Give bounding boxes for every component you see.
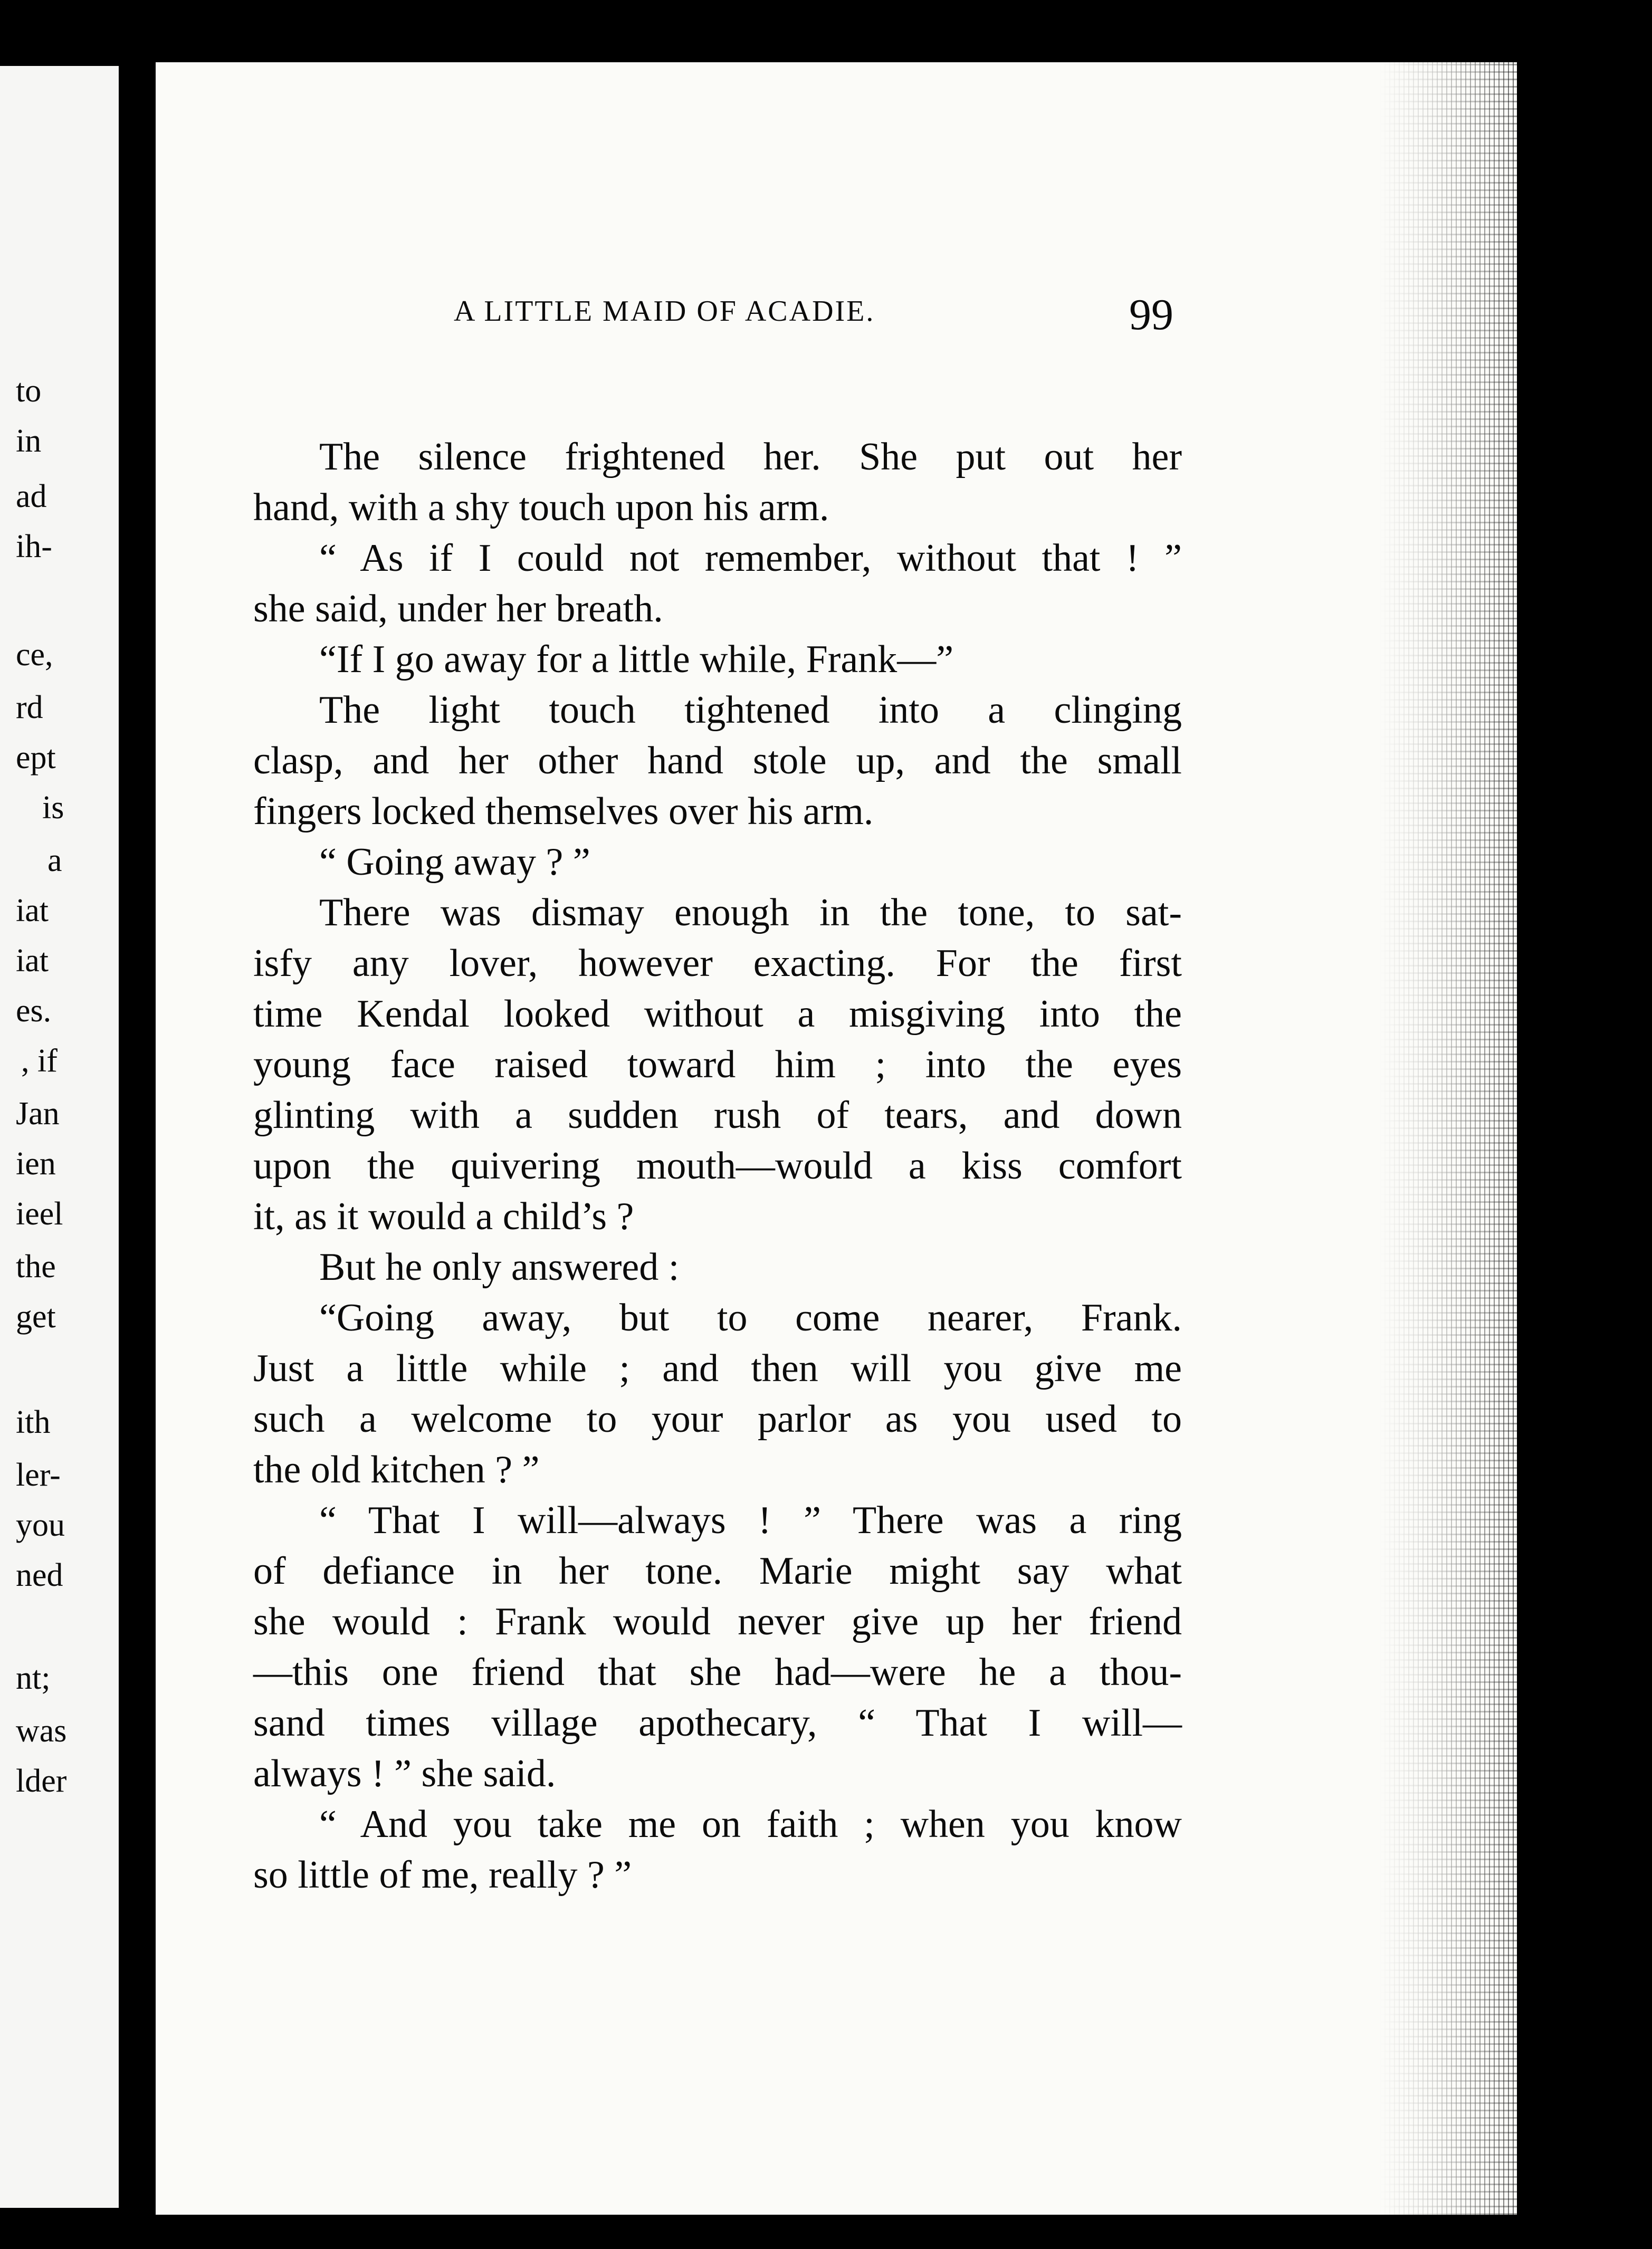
prev-page-fragment: you [16, 1507, 65, 1543]
text-line: glinting with a sudden rush of tears, and down [253, 1094, 1182, 1137]
text-line: —this one friend that she had—were he a thou- [253, 1651, 1182, 1694]
prev-page-fragment: was [16, 1713, 67, 1749]
prev-page-fragment: ler- [16, 1457, 61, 1493]
text-line: But he only answered : [319, 1246, 680, 1289]
text-line: the old kitchen ? ” [253, 1448, 540, 1491]
text-line: of defiance in her tone. Marie might say what [253, 1549, 1182, 1593]
prev-page-fragment: a [47, 843, 62, 878]
text-line: always ! ” she said. [253, 1752, 556, 1795]
text-line: isfy any lover, however exacting. For the first [253, 942, 1182, 985]
prev-page-fragment: get [16, 1299, 56, 1335]
prev-page-fragment: ce, [16, 637, 53, 673]
book-page [156, 62, 1517, 2215]
prev-page-fragment: nt; [16, 1660, 51, 1696]
prev-page-fragment: is [42, 790, 64, 826]
text-line: The silence frightened her. She put out her [319, 435, 1182, 478]
text-line: such a welcome to your parlor as you used to [253, 1398, 1182, 1441]
prev-page-fragment: ien [16, 1146, 56, 1182]
text-line: upon the quivering mouth—would a kiss comfort [253, 1144, 1182, 1188]
book-gutter [119, 0, 156, 2249]
text-line: young face raised toward him ; into the eyes [253, 1043, 1182, 1086]
page-number: 99 [1129, 290, 1173, 339]
text-line: There was dismay enough in the tone, to sat- [319, 891, 1182, 934]
prev-page-fragment: iat [16, 943, 49, 979]
text-line: clasp, and her other hand stole up, and the small [253, 739, 1182, 782]
text-line: she would : Frank would never give up her friend [253, 1600, 1182, 1643]
text-line: it, as it would a child’s ? [253, 1195, 634, 1238]
prev-page-fragment: ned [16, 1557, 63, 1593]
prev-page-fragment: , if [21, 1043, 58, 1079]
prev-page-fragment: ith [16, 1404, 51, 1440]
prev-page-fragment: lder [16, 1763, 67, 1799]
prev-page-fragment: to [16, 373, 42, 409]
text-line: “ As if I could not remember, without that ! ” [319, 537, 1182, 580]
previous-page-edge [0, 66, 119, 2208]
text-line: “ That I will—always ! ” There was a ring [319, 1499, 1182, 1542]
text-line: time Kendal looked without a misgiving into the [253, 992, 1182, 1036]
text-line: “Going away, but to come nearer, Frank. [319, 1296, 1182, 1339]
prev-page-fragment: in [16, 423, 42, 459]
text-line: fingers locked themselves over his arm. [253, 790, 874, 833]
text-line: so little of me, really ? ” [253, 1853, 632, 1897]
text-line: hand, with a shy touch upon his arm. [253, 486, 829, 529]
text-line: Just a little while ; and then will you give me [253, 1347, 1182, 1390]
text-line: The light touch tightened into a clinging [319, 688, 1182, 732]
prev-page-fragment: ept [16, 740, 56, 776]
text-line: “ And you take me on faith ; when you know [319, 1803, 1182, 1846]
text-line: “ Going away ? ” [319, 840, 590, 884]
prev-page-fragment: ad [16, 478, 47, 514]
running-head: A LITTLE MAID OF ACADIE. [454, 295, 875, 328]
prev-page-fragment: ieel [16, 1196, 63, 1232]
page-header [156, 289, 1517, 337]
page-edge-shading [1380, 62, 1517, 2215]
prev-page-fragment: Jan [16, 1096, 60, 1132]
text-line: “If I go away for a little while, Frank—” [319, 638, 954, 681]
prev-page-fragment: iat [16, 893, 49, 929]
prev-page-fragment: rd [16, 690, 43, 725]
prev-page-fragment: es. [16, 993, 52, 1029]
text-line: she said, under her breath. [253, 587, 663, 630]
text-line: sand times village apothecary, “ That I will— [253, 1701, 1182, 1745]
prev-page-fragment: ih- [16, 529, 52, 564]
prev-page-fragment: the [16, 1249, 56, 1285]
